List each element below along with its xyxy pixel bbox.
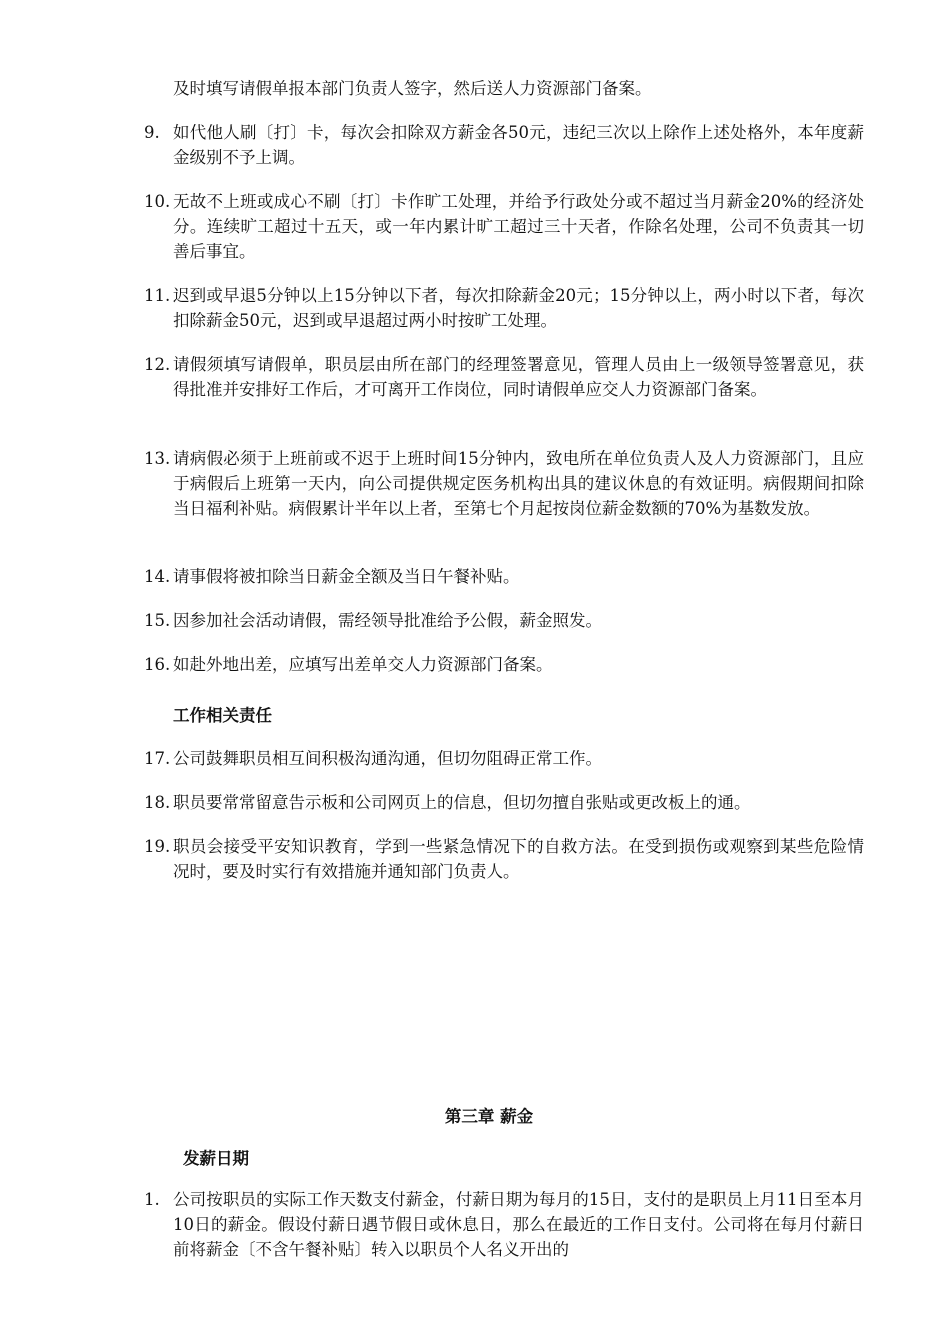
section-heading-payday: 发薪日期 — [183, 1149, 249, 1168]
list-item-1 — [144, 1187, 864, 1262]
list-item-text: 无故不上班或成心不刷〔打〕卡作旷工处理，并给予行政处分或不超过当月薪金20%的经济处分。连续旷工超过十五天，或一年内累计旷工超过三十天者，作除名处理，公司不负责其一切善后事宜。 — [173, 192, 864, 261]
list-item-text: 公司鼓舞职员相互间积极沟通沟通，但切勿阻碍正常工作。 — [173, 749, 602, 768]
list-item-number: 17. — [144, 749, 171, 768]
section-heading-work-responsibility: 工作相关责任 — [173, 706, 272, 725]
list-item-10 — [144, 189, 864, 264]
list-item-text: 请事假将被扣除当日薪金全额及当日午餐补贴。 — [173, 567, 520, 586]
list-item-text: 如赴外地出差，应填写出差单交人力资源部门备案。 — [173, 655, 553, 674]
list-item-text: 公司按职员的实际工作天数支付薪金，付薪日期为每月的15日，支付的是职员上月11日至本月10日的薪金。假设付薪日遇节假日或休息日，那么在最近的工作日支付。公司将在每月付薪日前将薪金〔不含午餐补贴〕转入以职员个人名义开出的 — [173, 1190, 864, 1259]
list-item-text: 迟到或早退5分钟以上15分钟以下者，每次扣除薪金20元；15分钟以上，两小时以下者，每次扣除薪金50元，迟到或早退超过两小时按旷工处理。 — [173, 286, 864, 330]
list-item-number: 16. — [144, 655, 171, 674]
list-item-19 — [144, 834, 864, 884]
list-item-number: 15. — [144, 611, 171, 630]
list-item-number: 9. — [144, 123, 160, 142]
list-item-11 — [144, 283, 864, 333]
list-item-17 — [144, 746, 864, 771]
list-item-18 — [144, 790, 864, 815]
list-item-number: 18. — [144, 793, 171, 812]
continuation-paragraph: 及时填写请假单报本部门负责人签字，然后送人力资源部门备案。 — [173, 79, 652, 98]
list-item-text: 如代他人刷〔打〕卡，每次会扣除双方薪金各50元，违纪三次以上除作上述处格外，本年度薪金级别不予上调。 — [173, 123, 864, 167]
list-item-number: 10. — [144, 192, 171, 211]
list-item-15 — [144, 608, 864, 633]
list-item-number: 12. — [144, 355, 171, 374]
list-item-13 — [144, 446, 864, 521]
list-item-number: 1. — [144, 1190, 160, 1209]
list-item-16 — [144, 652, 864, 677]
list-item-number: 19. — [144, 837, 171, 856]
list-item-text: 请病假必须于上班前或不迟于上班时间15分钟内，致电所在单位负责人及人力资源部门，且应于病假后上班第一天内，向公司提供规定医务机构出具的建议休息的有效证明。病假期间扣除当日福利补贴。病假累计半年以上者，至第七个月起按岗位薪金数额的70%为基数发放。 — [173, 449, 864, 518]
list-item-9 — [144, 120, 864, 170]
list-item-text: 请假须填写请假单，职员层由所在部门的经理签署意见，管理人员由上一级领导签署意见，获得批准并安排好工作后，才可离开工作岗位，同时请假单应交人力资源部门备案。 — [173, 355, 864, 399]
list-item-text: 因参加社会活动请假，需经领导批准给予公假，薪金照发。 — [173, 611, 602, 630]
list-item-12 — [144, 352, 864, 402]
list-item-text: 职员要常常留意告示板和公司网页上的信息，但切勿擅自张贴或更改板上的通。 — [173, 793, 751, 812]
list-item-number: 11. — [144, 286, 171, 305]
chapter-title: 第三章 薪金 — [444, 1107, 534, 1126]
list-item-14 — [144, 564, 864, 589]
list-item-text: 职员会接受平安知识教育，学到一些紧急情况下的自救方法。在受到损伤或观察到某些危险情况时，要及时实行有效措施并通知部门负责人。 — [173, 837, 864, 881]
list-item-number: 13. — [144, 449, 171, 468]
list-item-number: 14. — [144, 567, 171, 586]
